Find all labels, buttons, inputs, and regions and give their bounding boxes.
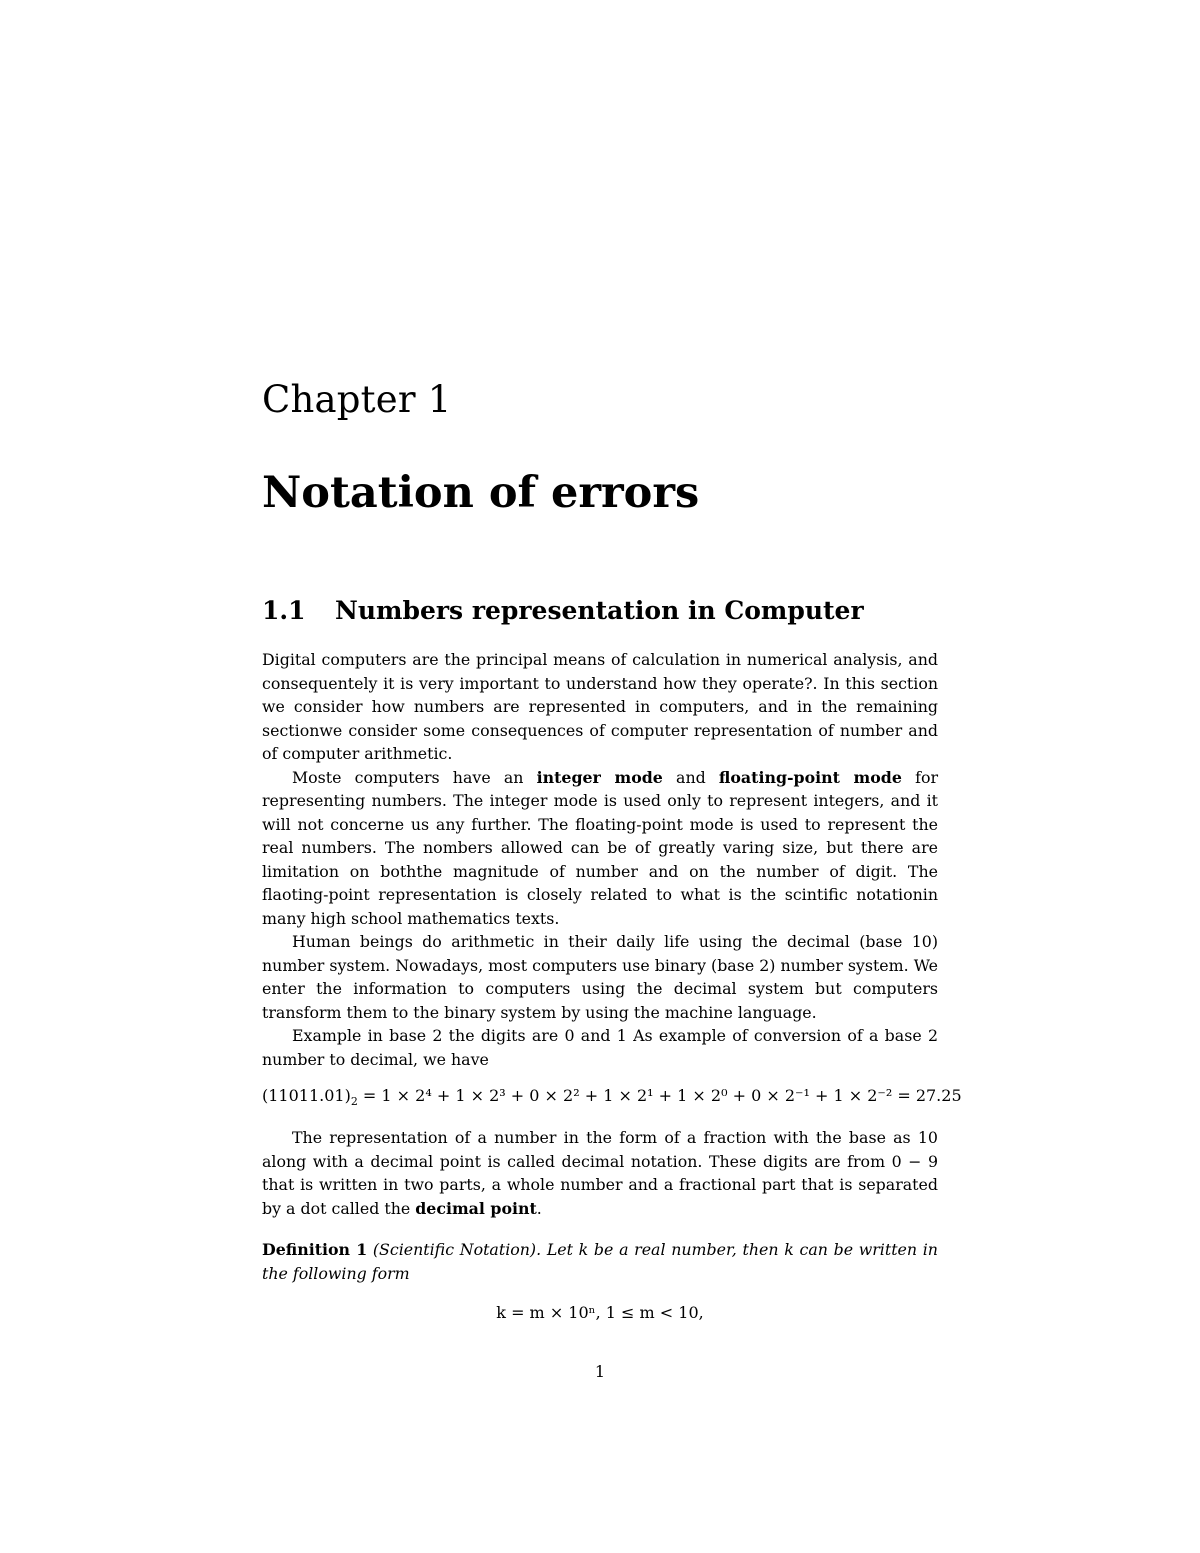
section-title: Numbers representation in Computer [335, 596, 864, 625]
p5-bold-decimal-point: decimal point [415, 1198, 537, 1218]
equation-rhs: = 1 × 2⁴ + 1 × 2³ + 0 × 2² + 1 × 2¹ + 1 × 2⁰ + 0 × 2⁻¹ + 1 × 2⁻² = 27.25 [362, 1086, 962, 1105]
p5-text-a: The representation of a number in the form of a fraction with the base as 10 along with a decimal point is called decimal notation. These digits are from 0 − 9 that is written in two parts, a whole number and a fractional part that is separated by a dot called the [262, 1128, 938, 1218]
page-number: 1 [594, 1362, 606, 1381]
chapter-title: Notation of errors [262, 468, 700, 518]
equation-lhs-subscript: 2 [350, 1095, 358, 1109]
p2-text-a: Moste computers have an [292, 767, 537, 787]
p2-bold-integer-mode: integer mode [536, 767, 663, 787]
p2-text-c: and [662, 767, 719, 787]
chapter-label: Chapter 1 [262, 378, 452, 421]
definition-block [262, 1238, 938, 1285]
equation-lhs: (11011.01) [262, 1086, 351, 1105]
section-heading [262, 596, 864, 625]
definition-text: Let k be a real number, then k can be written in the following form [262, 1240, 938, 1283]
paragraph-4: Example in base 2 the digits are 0 and 1 As example of conversion of a base 2 number to decimal, we have [262, 1026, 938, 1069]
body-text-2 [262, 1126, 938, 1220]
paragraph-3: Human beings do arithmetic in their daily life using the decimal (base 10) number system. Nowadays, most computers use binary (base 2) number system. We enter the information to computers using the decimal system but computers transform them to the binary system by using the machine language. [262, 932, 938, 1022]
p2-text-e: for representing numbers. The integer mode is used only to represent integers, and it will not concerne us any further. The floating-point mode is used to represent the real numbers. The nombers allowed can be of greatly varing size, but there are limitation on boththe magnitude of number and on the number of digit. The flaoting-point representation is closely related to what is the scintific notationin many high school mathematics texts. [262, 767, 938, 928]
body-text [262, 648, 938, 1071]
section-number: 1.1 [262, 596, 306, 625]
paragraph-5 [262, 1126, 938, 1220]
paragraph-1: Digital computers are the principal means of calculation in numerical analysis, and consequentely it is very important to understand how they operate?. In this section we consider how numbers are represented in computers, and in the remaining sectionwe consider some consequences of computer representation of number and of computer arithmetic. [262, 650, 938, 763]
paragraph-2 [262, 766, 938, 931]
page [262, 0, 962, 1553]
definition-label: Definition 1 [262, 1240, 368, 1259]
scientific-notation-equation: k = m × 10ⁿ, 1 ≤ m < 10, [496, 1303, 704, 1322]
binary-conversion-equation [262, 1086, 962, 1109]
p5-text-c: . [536, 1198, 542, 1218]
p2-bold-floating-point-mode: floating-point mode [718, 767, 902, 787]
definition-name: (Scientific Notation). [372, 1240, 542, 1259]
